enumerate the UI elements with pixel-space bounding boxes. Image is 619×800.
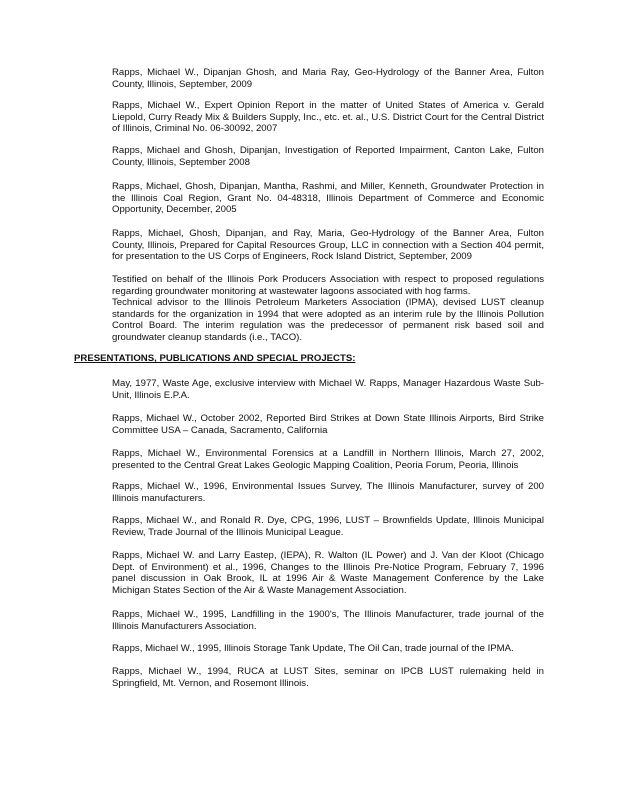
reference-entry: Rapps, Michael W., Dipanjan Ghosh, and Maria Ray, Geo-Hydrology of the Banner Area, Fulton County, Illinois, September, 2009 (112, 67, 544, 90)
publication-entry: Rapps, Michael W., 1995, Landfilling in the 1900's, The Illinois Manufacturer, trade journal of the Illinois Manufacturers Association. (112, 609, 544, 632)
section-heading: PRESENTATIONS, PUBLICATIONS AND SPECIAL PROJECTS: (74, 353, 356, 364)
advisor-entry: Technical advisor to the Illinois Petroleum Marketers Association (IPMA), devised LUST cleanup standards for the organization in 1994 that were adopted as an interim rule by the Illinois Pollution Control Board. The interim regulation was the predecessor of permanent risk based soil and groundwater cleanup standards (i.e., TACO). (112, 297, 544, 343)
publication-entry: Rapps, Michael W., October 2002, Reported Bird Strikes at Down State Illinois Airports, Bird Strike Committee USA – Canada, Sacramento, California (112, 413, 544, 436)
reference-entry: Rapps, Michael, Ghosh, Dipanjan, and Ray, Maria, Geo-Hydrology of the Banner Area, Fulton County, Illinois, Prepared for Capital Resources Group, LLC in connection with a Section 404 permit, for presentation to the US Corps of Engineers, Rock Island District, September, 2009 (112, 228, 544, 263)
publication-entry: Rapps, Michael W., and Ronald R. Dye, CPG, 1996, LUST – Brownfields Update, Illinois Municipal Review, Trade Journal of the Illinois Municipal League. (112, 515, 544, 538)
publication-entry: Rapps, Michael W., 1995, Illinois Storage Tank Update, The Oil Can, trade journal of the IPMA. (112, 643, 514, 654)
reference-entry: Rapps, Michael and Ghosh, Dipanjan, Investigation of Reported Impairment, Canton Lake, Fulton County, Illinois, September 2008 (112, 145, 544, 168)
reference-entry: Rapps, Michael, Ghosh, Dipanjan, Mantha, Rashmi, and Miller, Kenneth, Groundwater Protection in the Illinois Coal Region, Grant No. 04-48318, Illinois Department of Commerce and Economic Opportunity, December, 2005 (112, 181, 544, 216)
publication-entry: Rapps, Michael W., 1996, Environmental Issues Survey, The Illinois Manufacturer, survey of 200 Illinois manufacturers. (112, 481, 544, 504)
publication-entry: May, 1977, Waste Age, exclusive interview with Michael W. Rapps, Manager Hazardous Waste Sub-Unit, Illinois E.P.A. (112, 378, 544, 401)
publication-entry: Rapps, Michael W. and Larry Eastep, (IEPA), R. Walton (IL Power) and J. Van der Kloot (Chicago Dept. of Environment) et al., 1996, Changes to the Illinois Pre-Notice Program, February 7, 1996 panel discussion in Oak Brook, IL at 1996 Air & Waste Management Conference by the Lake Michigan States Section of the Air & Waste Management Association. (112, 550, 544, 596)
publication-entry: Rapps, Michael W., Environmental Forensics at a Landfill in Northern Illinois, March 27, 2002, presented to the Central Great Lakes Geologic Mapping Coalition, Peoria Forum, Peoria, Illinois (112, 448, 544, 471)
testimony-entry: Testified on behalf of the Illinois Pork Producers Association with respect to proposed regulations regarding groundwater monitoring at wastewater lagoons associated with hog farms. (112, 274, 544, 297)
reference-entry: Rapps, Michael W., Expert Opinion Report in the matter of United States of America v. Gerald Liepold, Curry Ready Mix & Builders Supply, Inc., etc. et. al., U.S. District Court for the Central District of Illinois, Criminal No. 06-30092, 2007 (112, 100, 544, 135)
publication-entry: Rapps, Michael W., 1994, RUCA at LUST Sites, seminar on IPCB LUST rulemaking held in Springfield, Mt. Vernon, and Rosemont Illinois. (112, 666, 544, 689)
